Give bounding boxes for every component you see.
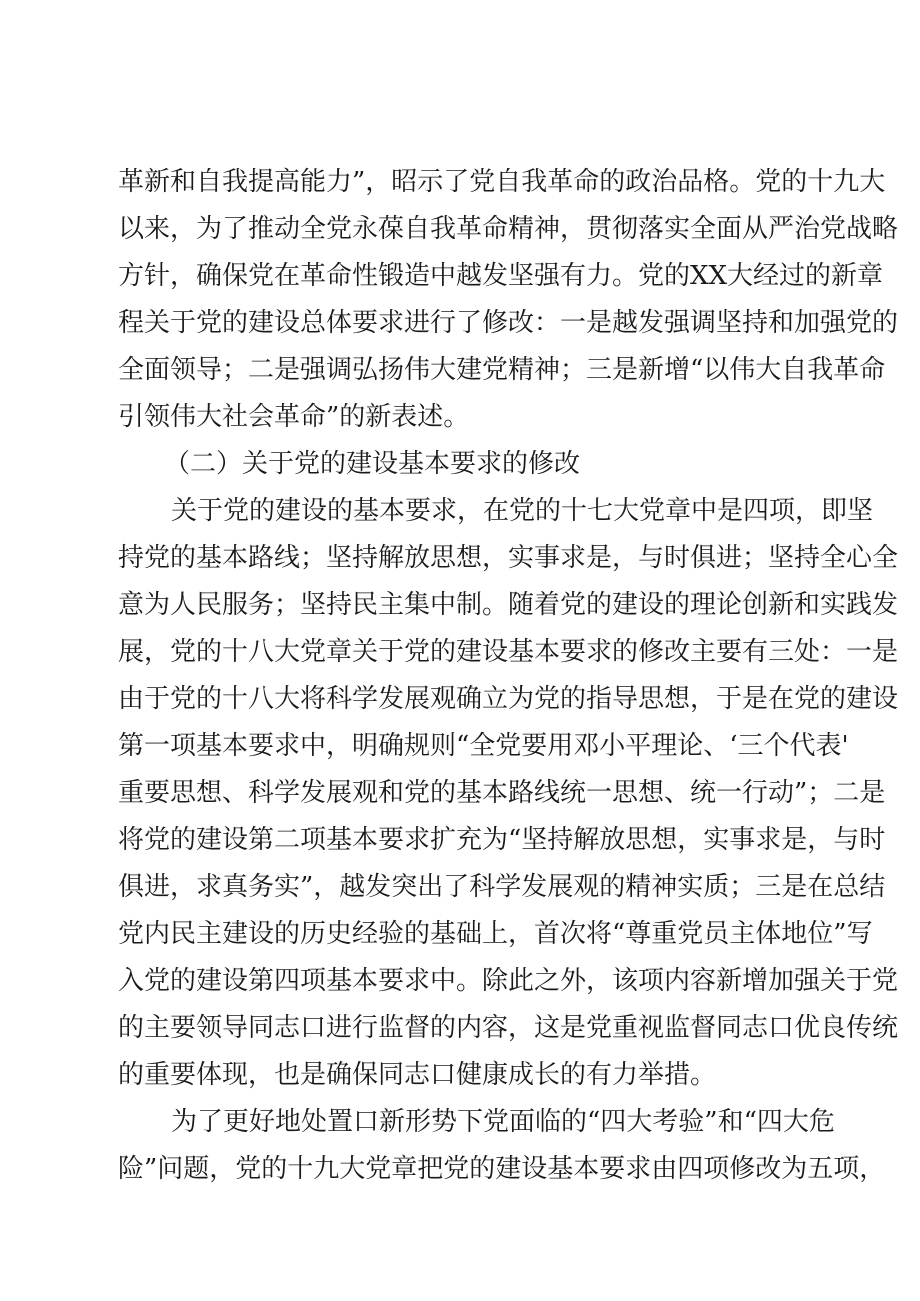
paragraph-2-line-4: 展，党的十八大党章关于党的建设基本要求的修改主要有三处：一是 (118, 637, 899, 667)
paragraph-1-line-6: 引领伟大社会革命”的新表述。 (118, 402, 470, 432)
paragraph-2-line-11: 入党的建设第四项基本要求中。除此之外，该项内容新增加强关于党 (118, 966, 899, 996)
section-heading: （二）关于党的建设基本要求的修改 (164, 449, 581, 479)
paragraph-2-line-6: 第一项基本要求中，明确规则“全党要用邓小平理论、‘三个代表' (118, 731, 849, 761)
paragraph-2-line-3: 意为人民服务；坚持民主集中制。随着党的建设的理论创新和实践发 (118, 590, 899, 620)
paragraph-2-line-13: 的重要体现，也是确保同志口健康成长的有力举措。 (118, 1060, 717, 1090)
paragraph-1-line-3: 方针，确保党在革命性锻造中越发坚强有力。党的XX大经过的新章 (118, 261, 884, 291)
paragraph-3-line-2: 险”问题，党的十九大党章把党的建设基本要求由四项修改为五项， (118, 1154, 886, 1184)
paragraph-3-line-1: 为了更好地处置口新形势下党面临的“四大考验”和“四大危 (171, 1107, 835, 1137)
paragraph-2-line-10: 党内民主建设的历史经验的基础上，首次将“尊重党员主体地位”写 (118, 919, 873, 949)
paragraph-2-line-7: 重要思想、科学发展观和党的基本路线统一思想、统一行动”；二是 (118, 778, 886, 808)
paragraph-2-line-5: 由于党的十八大将科学发展观确立为党的指导思想，于是在党的建设 (118, 684, 899, 714)
paragraph-2-line-9: 俱进，求真务实”，越发突出了科学发展观的精神实质；三是在总结 (118, 872, 886, 902)
paragraph-1-line-2: 以来，为了推动全党永葆自我革命精神，贯彻落实全面从严治党战略 (118, 214, 899, 244)
paragraph-1-line-4: 程关于党的建设总体要求进行了修改：一是越发强调坚持和加强党的 (118, 308, 899, 338)
paragraph-2-line-12: 的主要领导同志口进行监督的内容，这是党重视监督同志口优良传统 (118, 1013, 899, 1043)
paragraph-2-line-2: 持党的基本路线；坚持解放思想，实事求是，与时俱进；坚持全心全 (118, 543, 899, 573)
paragraph-1-line-5: 全面领导；二是强调弘扬伟大建党精神；三是新增“以伟大自我革命 (118, 355, 886, 385)
paragraph-2-line-1: 关于党的建设的基本要求，在党的十七大党章中是四项，即坚 (171, 496, 874, 526)
paragraph-2-line-8: 将党的建设第二项基本要求扩充为“坚持解放思想，实事求是，与时 (118, 825, 886, 855)
paragraph-1-line-1: 革新和自我提高能力”，昭示了党自我革命的政治品格。党的十九大 (118, 167, 886, 197)
